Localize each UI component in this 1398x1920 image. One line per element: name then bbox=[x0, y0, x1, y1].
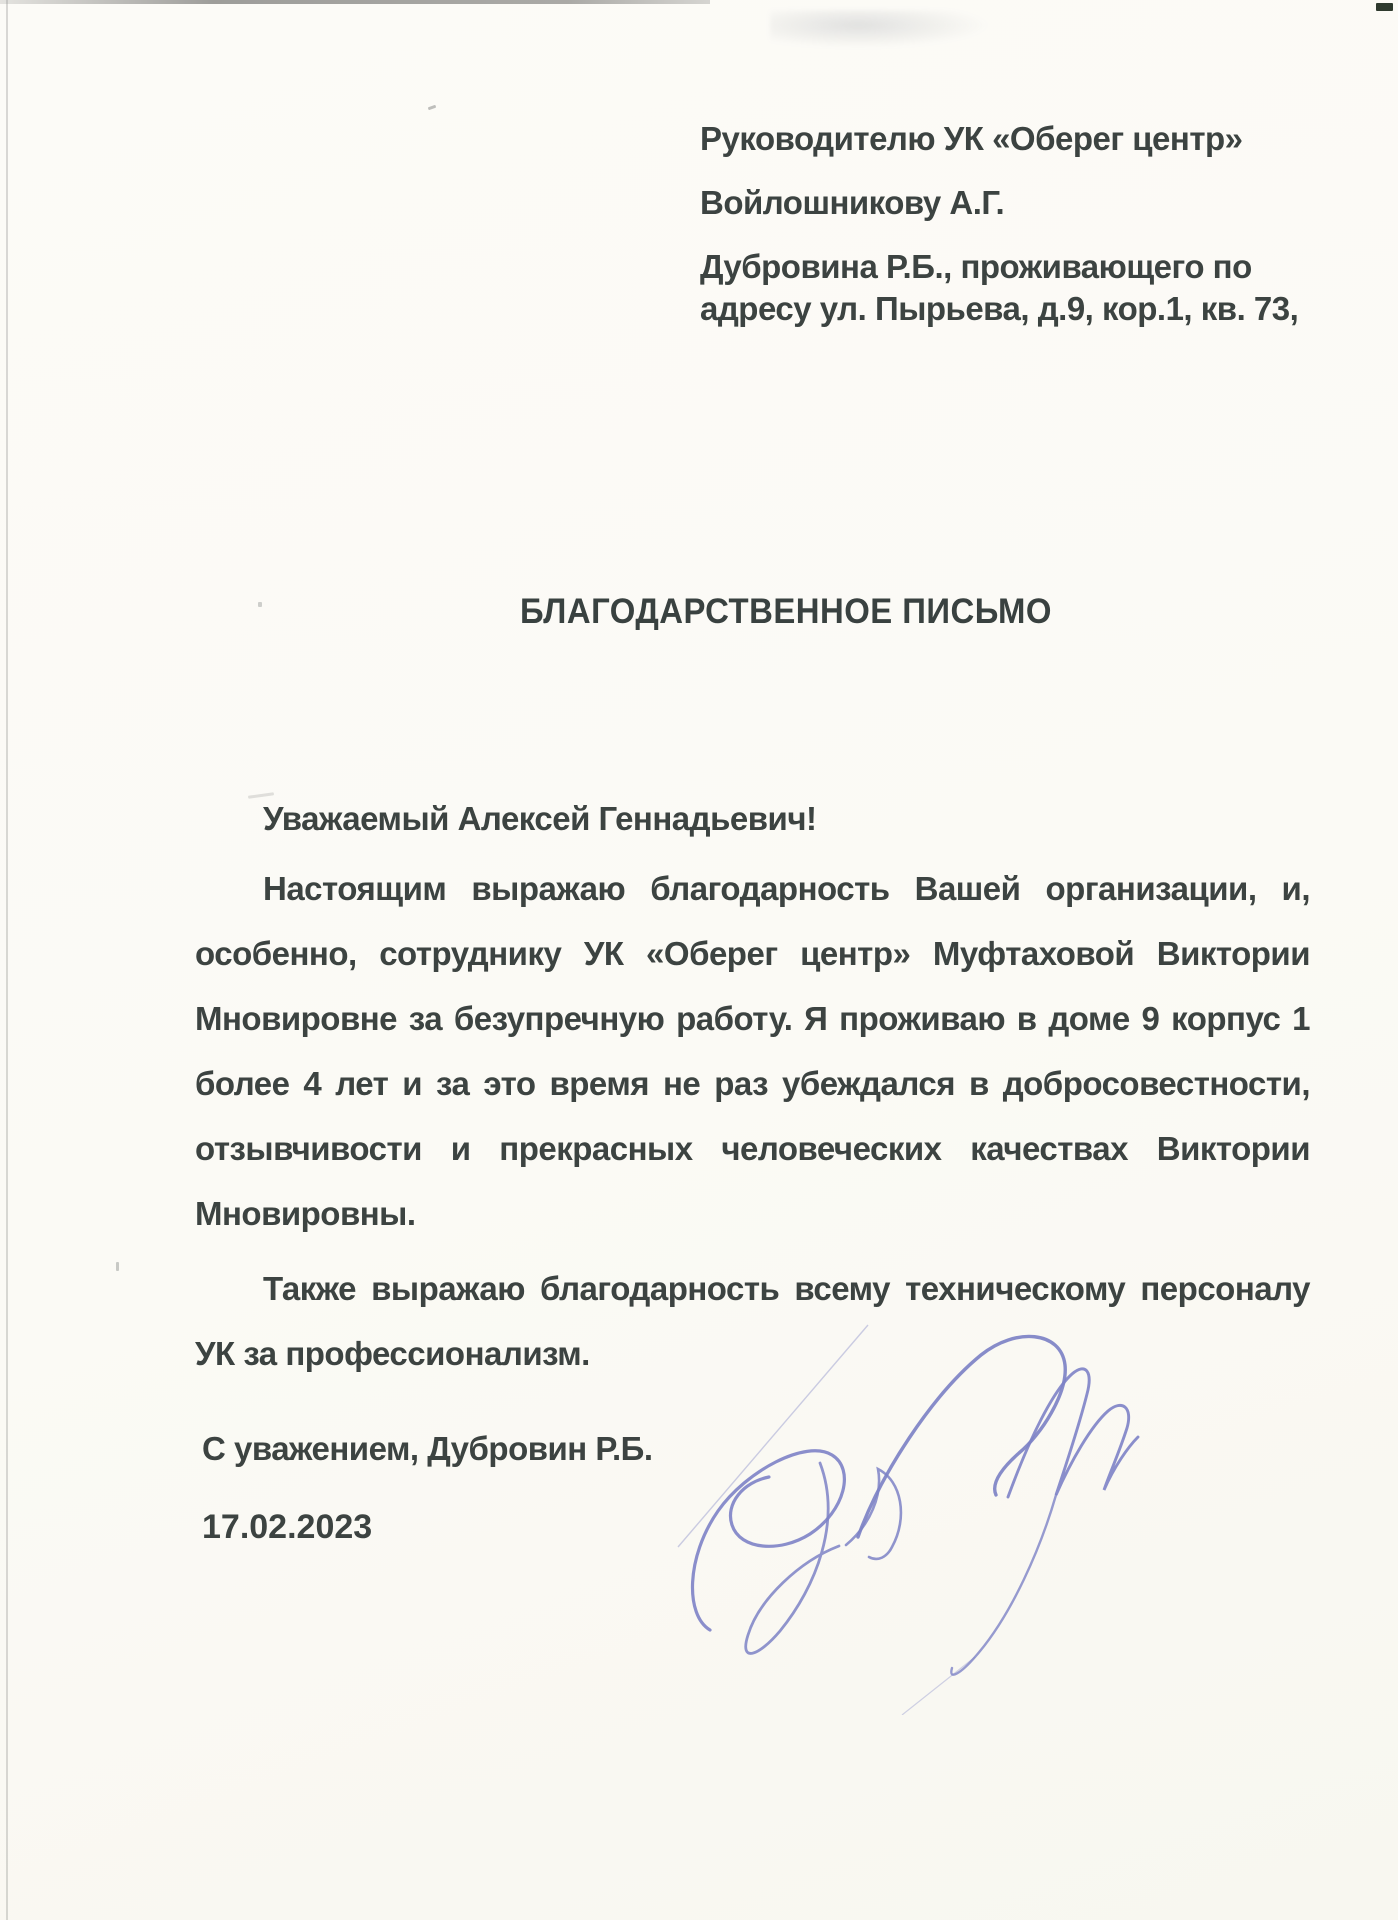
recipient-name-line: Войлошникову А.Г. bbox=[700, 184, 1005, 221]
recipient-org-line: Руководителю УК «Оберег центр» bbox=[700, 120, 1243, 157]
signature-ink bbox=[640, 1285, 1140, 1715]
recipient-block bbox=[700, 118, 1360, 330]
sender-name-line: Дубровина Р.Б., проживающего по bbox=[700, 248, 1252, 285]
scan-corner-mark bbox=[1376, 3, 1393, 11]
scan-edge-artifact-top bbox=[0, 0, 710, 4]
sender-address-line: адресу ул. Пырьева, д.9, кор.1, кв. 73, bbox=[700, 290, 1299, 327]
scan-speck bbox=[258, 602, 262, 607]
scan-speck bbox=[116, 1262, 119, 1271]
scan-edge-artifact-left bbox=[6, 0, 8, 1920]
letter-title: БЛАГОДАРСТВЕННОЕ ПИСЬМО bbox=[520, 592, 1052, 631]
closing-line: С уважением, Дубровин Р.Б. bbox=[202, 1430, 653, 1467]
scan-smudge bbox=[770, 10, 990, 48]
greeting-line: Уважаемый Алексей Геннадьевич! bbox=[263, 800, 817, 837]
letter-date: 17.02.2023 bbox=[202, 1508, 373, 1546]
body-paragraph-1: Настоящим выражаю благодарность Вашей организации, и, особенно, сотруднику УК «Оберег центр» Муфтаховой Виктории Мновировне за безупречную работу. Я проживаю в доме 9 корпус 1 более 4 лет и за это время не раз убеждался в добросовестности, отзывчивости и прекрасных человеческих качествах Виктории Мновировны. bbox=[195, 870, 1310, 1232]
body-paragraph-2: Также выражаю благодарность всему техническому персоналу УК за профессионализм. bbox=[195, 1270, 1310, 1372]
scan-speck bbox=[428, 105, 437, 111]
